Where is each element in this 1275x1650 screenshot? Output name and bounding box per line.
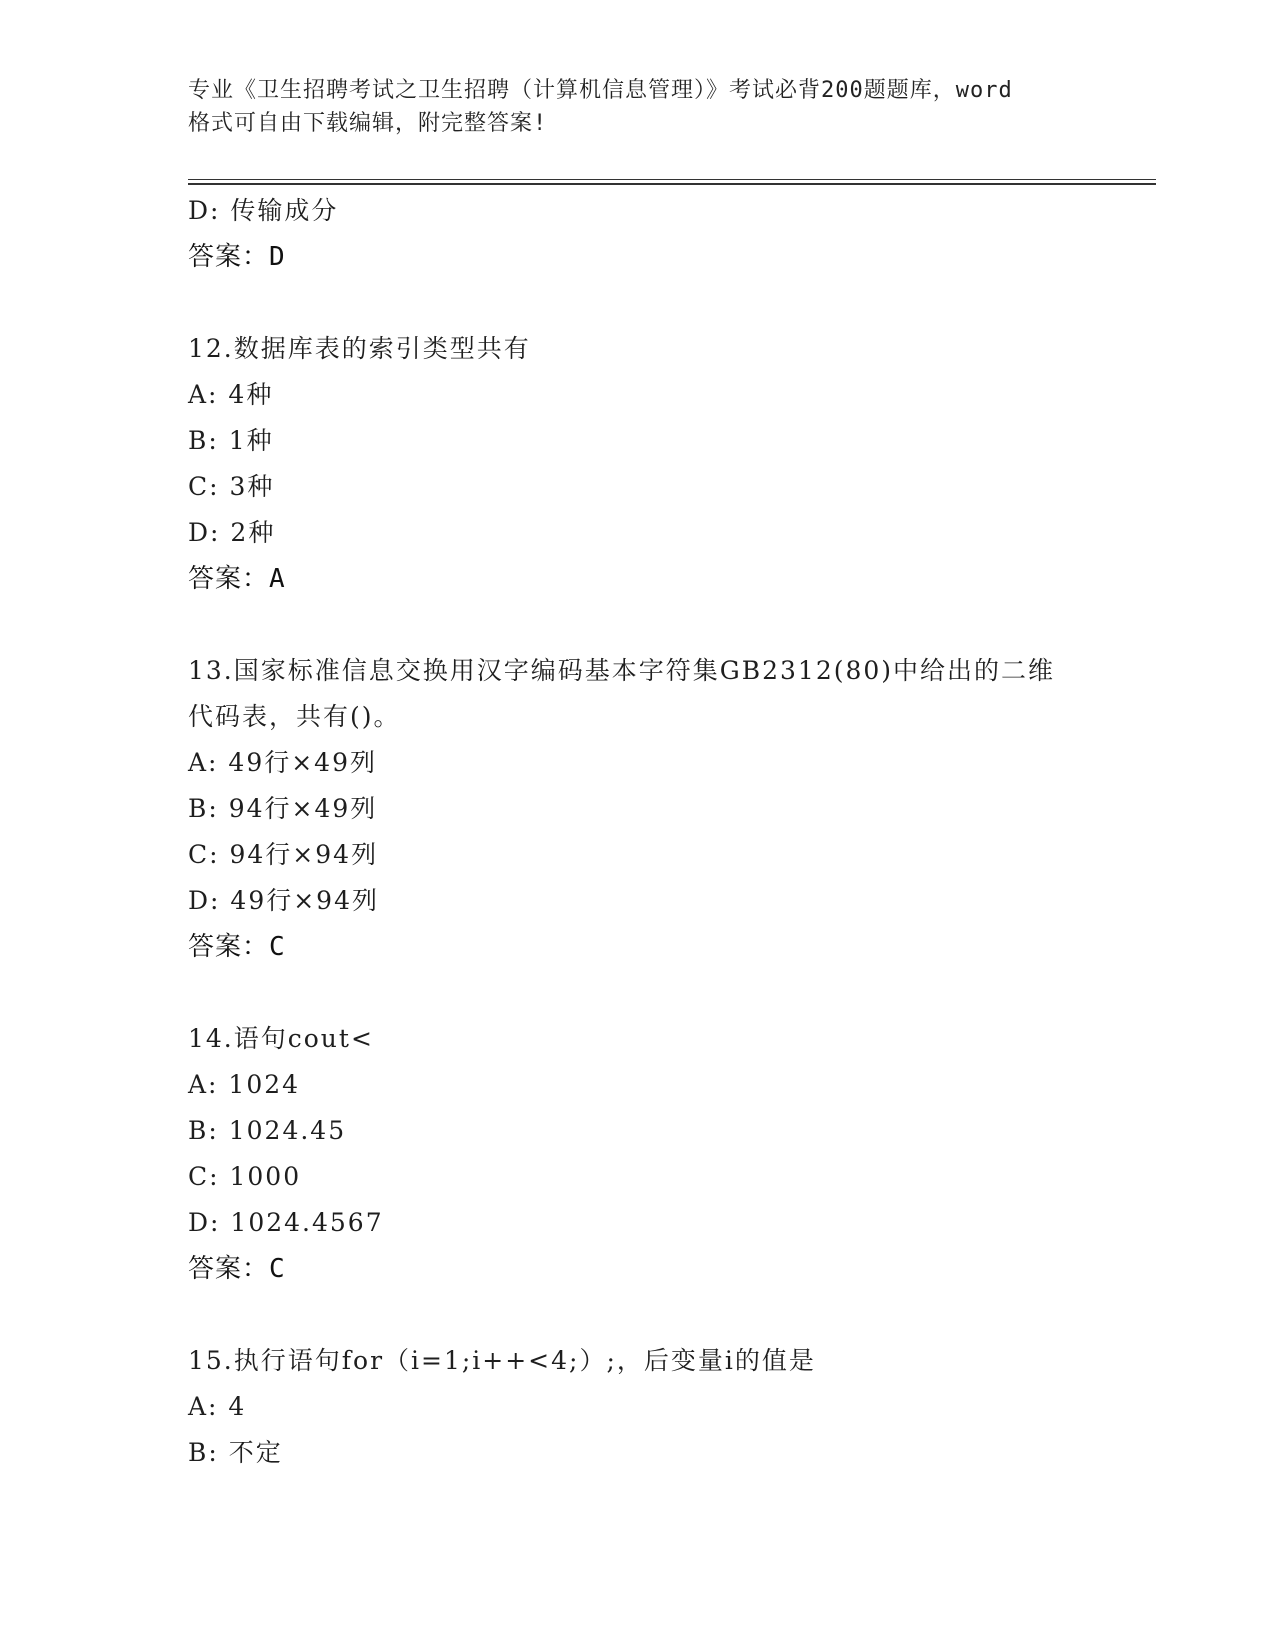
- header-title-line-1: 专业《卫生招聘考试之卫生招聘（计算机信息管理）》考试必背200题题库，word: [188, 78, 1013, 103]
- option-d: D: 49行×94列: [188, 886, 379, 915]
- spacer: [188, 602, 1156, 648]
- question-15: [188, 1338, 1156, 1476]
- option-d: D: 2种: [188, 518, 276, 547]
- question-12: [188, 326, 1156, 602]
- question-text: 14.语句cout<: [188, 1024, 374, 1053]
- option-c: C: 1000: [188, 1162, 302, 1191]
- header-divider-thin: [188, 179, 1156, 180]
- question-text-line-2: 代码表，共有()。: [188, 702, 401, 731]
- answer-line: 答案：C: [188, 1254, 286, 1284]
- header-title-line-2: 格式可自由下载编辑，附完整答案!: [188, 111, 548, 136]
- option-c: C: 94行×94列: [188, 840, 379, 869]
- question-11: [188, 188, 1156, 280]
- document-header: [188, 74, 1088, 140]
- question-text-line-1: 13.国家标准信息交换用汉字编码基本字符集GB2312(80)中给出的二维: [188, 656, 1056, 685]
- option-d: D: 1024.4567: [188, 1208, 384, 1237]
- answer-line: 答案：D: [188, 242, 286, 272]
- question-14: [188, 1016, 1156, 1292]
- option-b: B: 94行×49列: [188, 794, 378, 823]
- option-b: B: 1种: [188, 426, 274, 455]
- answer-line: 答案：C: [188, 932, 286, 962]
- option-a: A: 4: [188, 1392, 247, 1421]
- answer-line: 答案：A: [188, 564, 286, 594]
- option-d: D: 传输成分: [188, 196, 339, 225]
- question-text: 15.执行语句for（i=1;i++<4;）;，后变量i的值是: [188, 1346, 816, 1375]
- option-b: B: 不定: [188, 1438, 283, 1467]
- spacer: [188, 970, 1156, 1016]
- question-13: [188, 648, 1156, 970]
- question-text: 12.数据库表的索引类型共有: [188, 334, 531, 363]
- option-a: A: 4种: [188, 380, 274, 409]
- option-c: C: 3种: [188, 472, 275, 501]
- option-a: A: 1024: [188, 1070, 301, 1099]
- spacer: [188, 280, 1156, 326]
- spacer: [188, 1292, 1156, 1338]
- header-divider-thick: [188, 183, 1156, 185]
- option-b: B: 1024.45: [188, 1116, 347, 1145]
- question-list: [188, 188, 1156, 1476]
- option-a: A: 49行×49列: [188, 748, 377, 777]
